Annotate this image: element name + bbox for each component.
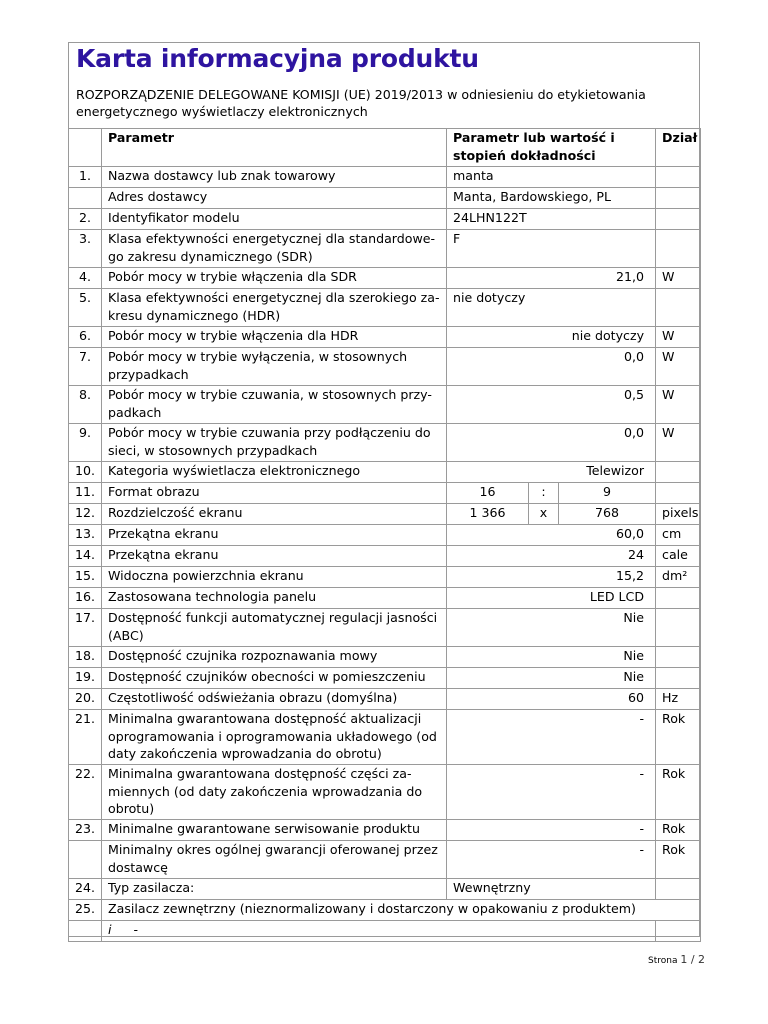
table-row: [69, 462, 701, 483]
row-number: 11.: [69, 483, 102, 504]
table-row: [69, 230, 701, 268]
page-label: Strona: [648, 956, 678, 966]
row-value-a: 1 366: [447, 504, 529, 525]
row-parameter: Minimalny okres ogólnej gwarancji oferowanej przez dostawcę: [102, 841, 447, 879]
row-value: Manta, Bardowskiego, PL: [447, 188, 656, 209]
row-unit: [656, 921, 701, 942]
row-number: 19.: [69, 668, 102, 689]
table-row: [69, 588, 701, 609]
row-number: 9.: [69, 424, 102, 462]
table-row: [69, 765, 701, 820]
row-value: 0,5: [447, 386, 656, 424]
row-parameter: Dostępność funkcji automatycznej regulacji jasności (ABC): [102, 609, 447, 647]
row-unit: [656, 647, 701, 668]
row-value: 0,0: [447, 348, 656, 386]
row-parameter: Pobór mocy w trybie wyłączenia, w stosownych przypadkach: [102, 348, 447, 386]
row-parameter: Kategoria wyświetlacza elektronicznego: [102, 462, 447, 483]
row-parameter: Częstotliwość odświeżania obrazu (domyślna): [102, 689, 447, 710]
table-header-row: [69, 129, 701, 167]
row-number: 10.: [69, 462, 102, 483]
row-number: 24.: [69, 879, 102, 900]
table-row: [69, 386, 701, 424]
table-row: [69, 841, 701, 879]
header-param: Parametr: [102, 129, 447, 167]
row-value: Nie: [447, 609, 656, 647]
row-unit: [656, 879, 701, 900]
row-number: 15.: [69, 567, 102, 588]
row-unit: W: [656, 424, 701, 462]
row-parameter: Zasilacz zewnętrzny (nieznormalizowany i dostarczony w opakowaniu z produktem): [102, 900, 701, 921]
row-value-separator: x: [529, 504, 559, 525]
table-row: [69, 289, 701, 327]
row-unit: [656, 289, 701, 327]
row-number: 7.: [69, 348, 102, 386]
row-unit: [656, 668, 701, 689]
row-unit: [656, 230, 701, 268]
page-number: 1 / 2: [680, 953, 706, 966]
regulation-subtitle: ROZPORZĄDZENIE DELEGOWANE KOMISJI (UE) 2019/2013 w odniesieniu do etykietowania energetycznego wyświetlaczy elektronicznych: [76, 87, 646, 119]
row-value: 15,2: [447, 567, 656, 588]
table-row: [69, 348, 701, 386]
table-row: [69, 879, 701, 900]
row-unit: [656, 483, 701, 504]
row-value: 0,0: [447, 424, 656, 462]
row-parameter: Nazwa dostawcy lub znak towarowy: [102, 167, 447, 188]
row-number: [69, 188, 102, 209]
row-unit: [656, 209, 701, 230]
sub-row-value: -: [133, 922, 139, 937]
sub-row-label: i: [108, 922, 112, 937]
row-value-b: 9: [559, 483, 656, 504]
row-unit: W: [656, 327, 701, 348]
row-number: [69, 841, 102, 879]
row-unit: W: [656, 348, 701, 386]
row-parameter: Klasa efektywności energetycznej dla szerokiego za-kresu dynamicznego (HDR): [102, 289, 447, 327]
row-value: F: [447, 230, 656, 268]
page-title: Karta informacyjna produktu: [76, 44, 479, 73]
row-value: 60: [447, 689, 656, 710]
page-footer: [648, 953, 705, 966]
table-row: [69, 167, 701, 188]
row-value: 24: [447, 546, 656, 567]
row-number: 6.: [69, 327, 102, 348]
row-value: Telewizor: [447, 462, 656, 483]
table-row: [69, 327, 701, 348]
row-value: Wewnętrzny: [447, 879, 656, 900]
row-parameter: Identyfikator modelu: [102, 209, 447, 230]
row-unit: Rok: [656, 710, 701, 765]
table-row: [69, 647, 701, 668]
table-row: [69, 668, 701, 689]
row-value: 24LHN122T: [447, 209, 656, 230]
row-unit: cm: [656, 525, 701, 546]
row-number: 2.: [69, 209, 102, 230]
row-value-b: 768: [559, 504, 656, 525]
row-parameter: Przekątna ekranu: [102, 546, 447, 567]
table-row: [69, 921, 701, 942]
row-unit: [656, 609, 701, 647]
row-number: 23.: [69, 820, 102, 841]
table-row: [69, 209, 701, 230]
row-unit: dm²: [656, 567, 701, 588]
row-parameter: Widoczna powierzchnia ekranu: [102, 567, 447, 588]
row-number: 17.: [69, 609, 102, 647]
row-unit: Rok: [656, 820, 701, 841]
row-parameter: Dostępność czujników obecności w pomieszczeniu: [102, 668, 447, 689]
row-number: 22.: [69, 765, 102, 820]
row-unit: Rok: [656, 841, 701, 879]
sub-row-cell: [102, 921, 656, 942]
row-value: nie dotyczy: [447, 327, 656, 348]
header-unit: Dział: [656, 129, 701, 167]
row-parameter: Adres dostawcy: [102, 188, 447, 209]
row-number: 1.: [69, 167, 102, 188]
table-row: [69, 525, 701, 546]
row-unit: cale: [656, 546, 701, 567]
row-value: -: [447, 710, 656, 765]
row-parameter: Pobór mocy w trybie włączenia dla HDR: [102, 327, 447, 348]
row-value: 21,0: [447, 268, 656, 289]
row-parameter: Minimalna gwarantowana dostępność aktualizacji oprogramowania i oprogramowania układowego (od daty zakończenia wprowadzania do obrotu): [102, 710, 447, 765]
table-row: [69, 567, 701, 588]
row-unit: [656, 167, 701, 188]
row-number: 14.: [69, 546, 102, 567]
table-row: [69, 710, 701, 765]
row-number: 25.: [69, 900, 102, 921]
row-parameter: Minimalne gwarantowane serwisowanie produktu: [102, 820, 447, 841]
table-row: [69, 689, 701, 710]
row-number: 4.: [69, 268, 102, 289]
row-number: 16.: [69, 588, 102, 609]
row-number: [69, 921, 102, 942]
row-parameter: Minimalna gwarantowana dostępność części za-miennych (od daty zakończenia wprowadzania do obrotu): [102, 765, 447, 820]
row-unit: W: [656, 386, 701, 424]
row-value-separator: :: [529, 483, 559, 504]
row-number: 13.: [69, 525, 102, 546]
row-value: Nie: [447, 668, 656, 689]
row-unit: Rok: [656, 765, 701, 820]
table-row: [69, 483, 701, 504]
row-value-a: 16: [447, 483, 529, 504]
row-parameter: Pobór mocy w trybie czuwania, w stosownych przy-padkach: [102, 386, 447, 424]
row-number: 8.: [69, 386, 102, 424]
row-parameter: Dostępność czujnika rozpoznawania mowy: [102, 647, 447, 668]
header-value: Parametr lub wartość i stopień dokładności: [447, 129, 656, 167]
table-row: [69, 268, 701, 289]
row-unit: Hz: [656, 689, 701, 710]
row-parameter: Typ zasilacza:: [102, 879, 447, 900]
row-number: 20.: [69, 689, 102, 710]
product-info-table: [68, 128, 701, 942]
row-value: 60,0: [447, 525, 656, 546]
row-parameter: Zastosowana technologia panelu: [102, 588, 447, 609]
row-parameter: Klasa efektywności energetycznej dla standardowe-go zakresu dynamicznego (SDR): [102, 230, 447, 268]
row-parameter: Rozdzielczość ekranu: [102, 504, 447, 525]
table-row: [69, 609, 701, 647]
table-row: [69, 900, 701, 921]
row-unit: W: [656, 268, 701, 289]
row-number: 5.: [69, 289, 102, 327]
row-value: manta: [447, 167, 656, 188]
row-unit: [656, 588, 701, 609]
row-parameter: Pobór mocy w trybie włączenia dla SDR: [102, 268, 447, 289]
row-number: 21.: [69, 710, 102, 765]
row-unit: [656, 462, 701, 483]
row-unit: [656, 188, 701, 209]
row-parameter: Format obrazu: [102, 483, 447, 504]
row-parameter: Przekątna ekranu: [102, 525, 447, 546]
row-value: nie dotyczy: [447, 289, 656, 327]
row-value: -: [447, 841, 656, 879]
row-number: 12.: [69, 504, 102, 525]
header-number-cell: [69, 129, 102, 167]
row-unit: pixels: [656, 504, 701, 525]
row-value: LED LCD: [447, 588, 656, 609]
table-row: [69, 546, 701, 567]
table-row: [69, 188, 701, 209]
table-row: [69, 424, 701, 462]
row-value: -: [447, 820, 656, 841]
row-value: Nie: [447, 647, 656, 668]
row-number: 3.: [69, 230, 102, 268]
row-value: -: [447, 765, 656, 820]
table-row: [69, 504, 701, 525]
row-number: 18.: [69, 647, 102, 668]
row-parameter: Pobór mocy w trybie czuwania przy podłączeniu do sieci, w stosownych przypadkach: [102, 424, 447, 462]
table-row: [69, 820, 701, 841]
